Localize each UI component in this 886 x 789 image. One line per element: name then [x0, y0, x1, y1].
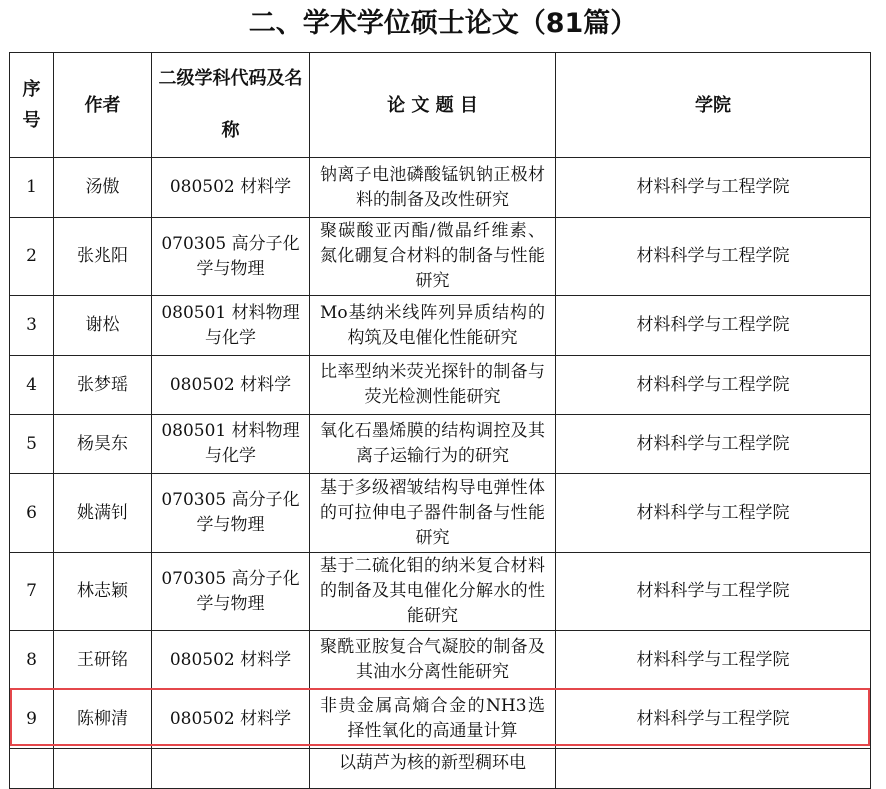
- cell-code: 080502 材料学: [152, 690, 310, 749]
- header-thesis: 论 文 题 目: [310, 53, 556, 158]
- cell-thesis: 氧化石墨烯膜的结构调控及其离子运输行为的研究: [310, 415, 556, 474]
- cell-thesis: 比率型纳米荧光探针的制备与荧光检测性能研究: [310, 356, 556, 415]
- cell-thesis: 钠离子电池磷酸锰钒钠正极材料的制备及改性研究: [310, 158, 556, 218]
- cell-college: 材料科学与工程学院: [556, 356, 871, 415]
- cell-author: 王研铭: [54, 631, 152, 690]
- table-row-partial: [10, 749, 871, 789]
- cell-college: 材料科学与工程学院: [556, 158, 871, 218]
- cell-college: 材料科学与工程学院: [556, 296, 871, 356]
- cell-seq: 4: [10, 356, 54, 415]
- table-row: [10, 631, 871, 690]
- cell-thesis: 聚碳酸亚丙酯/微晶纤维素、氮化硼复合材料的制备与性能研究: [310, 218, 556, 296]
- cell-college: 材料科学与工程学院: [556, 218, 871, 296]
- thesis-table: [9, 52, 871, 789]
- cell-seq: 6: [10, 474, 54, 553]
- cell-code: 080502 材料学: [152, 631, 310, 690]
- cell-code: 070305 高分子化学与物理: [152, 474, 310, 553]
- cell-author: 姚满钊: [54, 474, 152, 553]
- page-title: 二、学术学位硕士论文（81篇）: [248, 8, 638, 39]
- header-college: 学院: [556, 53, 871, 158]
- cell-thesis: 以葫芦为核的新型稠环电: [310, 749, 556, 789]
- cell-author: 张梦瑶: [54, 356, 152, 415]
- cell-college: 材料科学与工程学院: [556, 553, 871, 631]
- header-seq: 序号: [10, 53, 54, 158]
- cell-code: 070305 高分子化学与物理: [152, 218, 310, 296]
- cell-code: 080502 材料学: [152, 356, 310, 415]
- table-row: [10, 218, 871, 296]
- header-author: 作者: [54, 53, 152, 158]
- cell-code: 080501 材料物理与化学: [152, 296, 310, 356]
- table-row: [10, 296, 871, 356]
- cell-code: 080501 材料物理与化学: [152, 415, 310, 474]
- cell-seq: 8: [10, 631, 54, 690]
- cell-thesis: 聚酰亚胺复合气凝胶的制备及其油水分离性能研究: [310, 631, 556, 690]
- cell-code: 070305 高分子化学与物理: [152, 553, 310, 631]
- cell-college: 材料科学与工程学院: [556, 690, 871, 749]
- cell-seq: 1: [10, 158, 54, 218]
- table-row: [10, 474, 871, 553]
- cell-author: 张兆阳: [54, 218, 152, 296]
- table-row-highlighted: [10, 690, 871, 749]
- cell-college: 材料科学与工程学院: [556, 415, 871, 474]
- table-row: [10, 356, 871, 415]
- header-code: 二级学科代码及名称: [152, 53, 310, 158]
- cell-seq: 5: [10, 415, 54, 474]
- cell-author: 杨昊东: [54, 415, 152, 474]
- cell-seq: 9: [10, 690, 54, 749]
- cell-college: 材料科学与工程学院: [556, 474, 871, 553]
- table-row: [10, 415, 871, 474]
- table-row: [10, 553, 871, 631]
- cell-author: 陈柳清: [54, 690, 152, 749]
- cell-code: [152, 749, 310, 789]
- cell-author: 林志颖: [54, 553, 152, 631]
- cell-seq: 7: [10, 553, 54, 631]
- cell-seq: [10, 749, 54, 789]
- cell-author: 汤傲: [54, 158, 152, 218]
- cell-author: [54, 749, 152, 789]
- cell-seq: 2: [10, 218, 54, 296]
- cell-thesis: 非贵金属高熵合金的NH3选择性氧化的高通量计算: [310, 690, 556, 749]
- cell-college: [556, 749, 871, 789]
- cell-thesis: 基于二硫化钼的纳米复合材料的制备及其电催化分解水的性能研究: [310, 553, 556, 631]
- cell-thesis: Mo基纳米线阵列异质结构的构筑及电催化性能研究: [310, 296, 556, 356]
- cell-seq: 3: [10, 296, 54, 356]
- table-header-row: [10, 53, 871, 158]
- cell-code: 080502 材料学: [152, 158, 310, 218]
- cell-thesis: 基于多级褶皱结构导电弹性体的可拉伸电子器件制备与性能研究: [310, 474, 556, 553]
- cell-author: 谢松: [54, 296, 152, 356]
- table-row: [10, 158, 871, 218]
- cell-college: 材料科学与工程学院: [556, 631, 871, 690]
